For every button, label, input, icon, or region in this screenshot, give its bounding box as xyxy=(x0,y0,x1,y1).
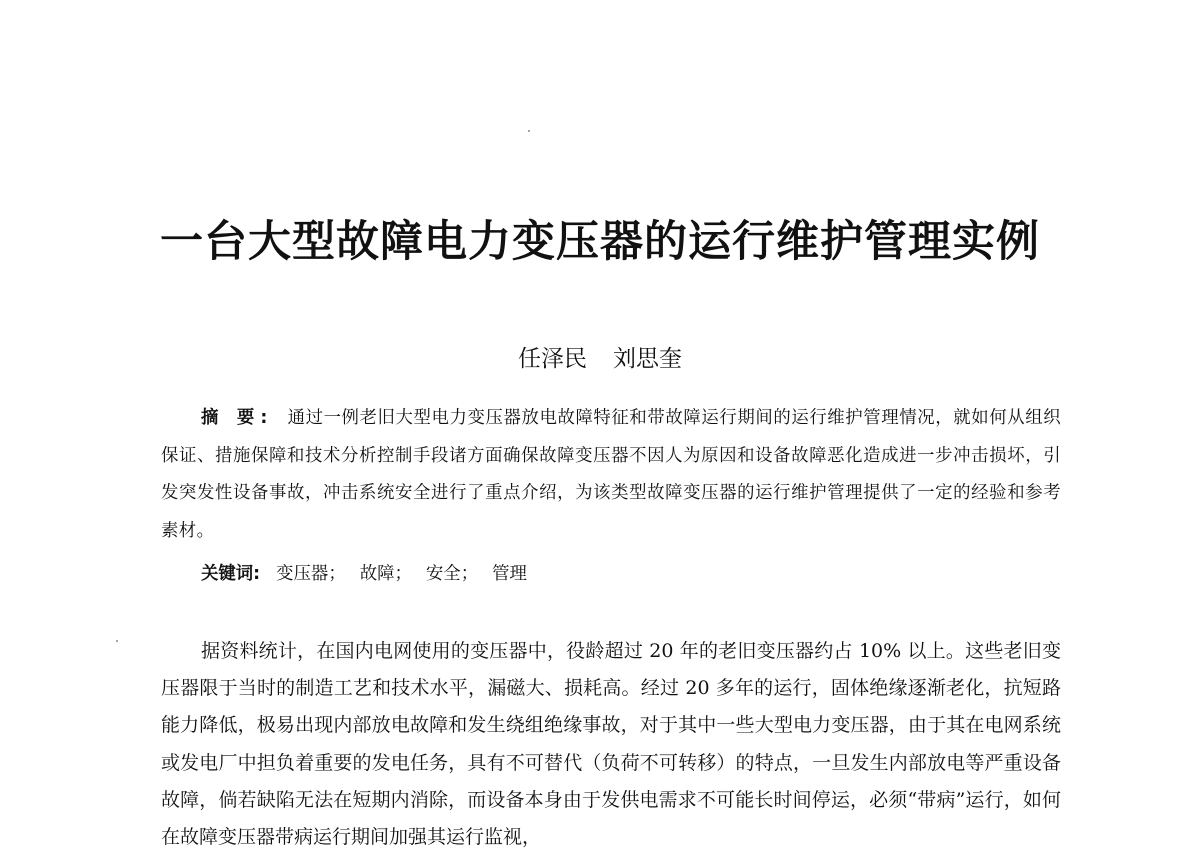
body-paragraph: 据资料统计，在国内电网使用的变压器中，役龄超过 20 年的老旧变压器约占 10% 以上。这些老旧变压器限于当时的制造工艺和技术水平，漏磁大、损耗高。经过 20 多年的运行，固体绝缘逐渐老化，抗短路能力降低，极易出现内部放电故障和发生绕组绝缘事故，对于其中一些大型电力变压器，由于其在电网系统或发电厂中担负着重要的发电任务，具有不可替代（负荷不可转移）的特点，一旦发生内部放电等严重设备故障，倘若缺陷无法在短期内消除，而设备本身由于发供电需求不可能长时间停运，必须“带病”运行，如何在故障变压器带病运行期间加强其运行监视， xyxy=(161,640,1061,849)
keyword: 故障； xyxy=(359,564,412,584)
abstract-paragraph xyxy=(161,400,1061,550)
author-name: 任泽民 xyxy=(518,346,587,372)
keyword: 安全； xyxy=(425,564,479,584)
keyword: 变压器； xyxy=(276,564,346,584)
keywords-label: 关键词: xyxy=(201,564,261,584)
scan-speck xyxy=(528,130,530,132)
paper-title: 一台大型故障电力变压器的运行维护管理实例 xyxy=(160,217,1040,267)
abstract-label: 摘 要: xyxy=(201,408,274,428)
keyword: 管理 xyxy=(492,564,527,584)
keywords-line xyxy=(201,556,541,592)
abstract-text: 通过一例老旧大型电力变压器放电故障特征和带故障运行期间的运行维护管理情况，就如何从组织保证、措施保障和技术分析控制手段诸方面确保故障变压器不因人为原因和设备故障恶化造成进一步冲击损坏，引发突发性设备事故，冲击系统安全进行了重点介绍，为该类型故障变压器的运行维护管理提供了一定的经验和参考素材。 xyxy=(161,408,1061,541)
scan-speck xyxy=(116,640,118,642)
author-name: 刘思奎 xyxy=(613,346,682,372)
author-line xyxy=(0,343,1200,375)
